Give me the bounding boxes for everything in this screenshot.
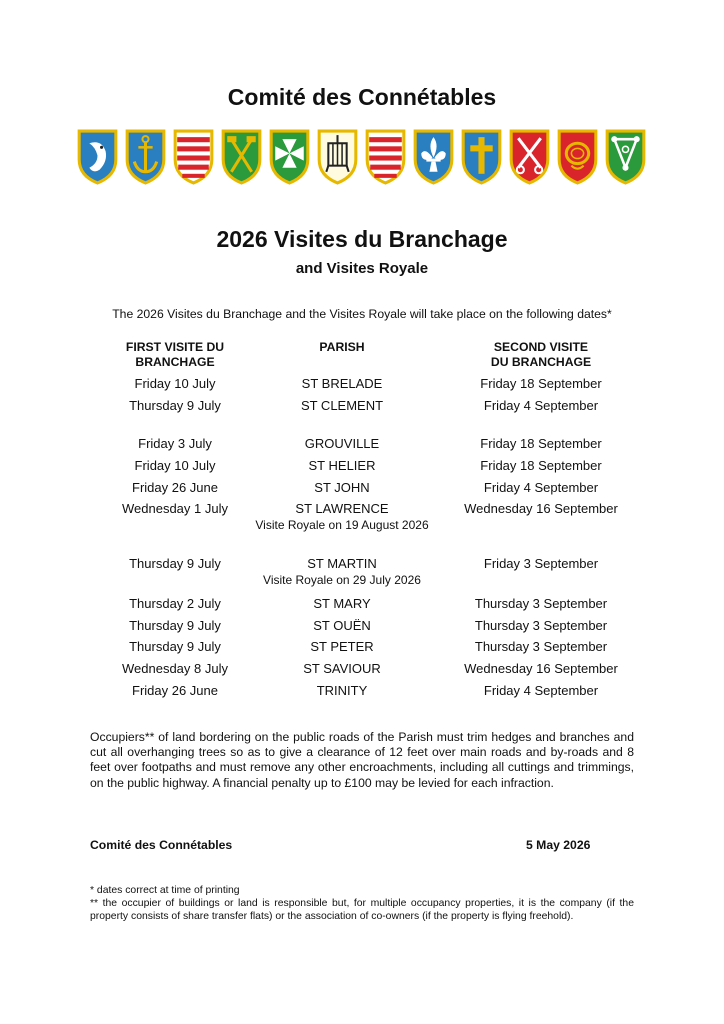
maltese-cross-shield-icon: [269, 129, 310, 185]
column-header-second-visit: [445, 340, 637, 370]
first-visit-date: Friday 26 June: [132, 683, 218, 698]
column-header-parish: [247, 340, 437, 355]
wreath-shield-icon: [557, 129, 598, 185]
first-visit-date: Friday 26 June: [132, 480, 218, 495]
second-visit-date: Friday 3 September: [483, 556, 599, 571]
parish-name: ST CLEMENT: [300, 398, 384, 413]
parish-crests-row: [77, 129, 647, 187]
triangle-shield-icon: [605, 129, 646, 185]
page-title: Comité des Connétables: [227, 84, 497, 110]
footnote-occupier: ** the occupier of buildings or land is responsible but, for multiple occupancy properties, it is the company (if the property consists of share transfer flats) or the association of co-owners (if the property is flying freehold).: [90, 898, 634, 922]
parish-name: TRINITY: [316, 683, 368, 698]
first-visit-date: Thursday 9 July: [129, 556, 221, 571]
second-visit-date: Wednesday 16 September: [464, 661, 618, 676]
crossed-axes-shield-icon: [221, 129, 262, 185]
parish-name: ST HELIER: [308, 458, 376, 473]
first-visit-date: Thursday 9 July: [129, 398, 221, 413]
first-visit-date: Thursday 9 July: [129, 639, 221, 654]
parish-name: ST MARY: [313, 596, 371, 611]
red-white-bars-shield-icon: [365, 129, 406, 185]
header-second-line2: DU BRANCHAGE: [490, 355, 592, 369]
first-visit-date: Wednesday 8 July: [122, 661, 228, 676]
header-first-line1: FIRST VISITE DU: [125, 340, 225, 354]
second-visit-date: Friday 4 September: [483, 683, 599, 698]
footnotes: [90, 884, 634, 923]
first-visit-date: Thursday 9 July: [129, 618, 221, 633]
second-visit-date: Friday 4 September: [483, 398, 599, 413]
anchor-shield-icon: [125, 129, 166, 185]
parish-name: ST BRELADE: [301, 376, 383, 391]
parish-cell: [247, 556, 437, 588]
second-visit-date: Thursday 3 September: [474, 618, 608, 633]
visite-royale-note: Visite Royale on 29 July 2026: [263, 573, 421, 587]
intro-text: The 2026 Visites du Branchage and the Visites Royale will take place on the following dates*: [112, 307, 612, 321]
first-visit-date: Friday 10 July: [134, 458, 216, 473]
second-visit-date: Friday 18 September: [480, 436, 602, 451]
parish-name: ST OUËN: [313, 618, 371, 633]
parish-name: GROUVILLE: [304, 436, 380, 451]
parish-name: ST JOHN: [314, 480, 370, 495]
first-visit-date: Friday 10 July: [134, 376, 216, 391]
second-visit-date: Thursday 3 September: [474, 639, 608, 654]
header-first-line2: BRANCHAGE: [135, 355, 215, 369]
second-visit-date: Friday 18 September: [480, 376, 602, 391]
header-parish: PARISH: [319, 340, 365, 354]
fish-shield-icon: [77, 129, 118, 185]
second-visit-date: Thursday 3 September: [474, 596, 608, 611]
notice-paragraph: Occupiers** of land bordering on the public roads of the Parish must trim hedges and branches and cut all overhanging trees so as to give a clearance of 12 feet over main roads and by-roads and 8 feet over footpaths and must remove any other encroachments, including all cuttings and trimmings, on the public highway. A financial penalty up to £100 may be levied for each infraction.: [90, 730, 634, 790]
gold-cross-shield-icon: [461, 129, 502, 185]
footnote-dates: * dates correct at time of printing: [90, 885, 240, 896]
signature-name: Comité des Connétables: [90, 838, 233, 852]
parish-name: ST LAWRENCE: [295, 501, 389, 516]
header-second-line1: SECOND VISITE: [493, 340, 589, 354]
fleur-de-lis-shield-icon: [413, 129, 454, 185]
gridiron-shield-icon: [317, 129, 358, 185]
crossed-keys-shield-icon: [509, 129, 550, 185]
first-visit-date: Thursday 2 July: [129, 596, 221, 611]
heading-subtitle: and Visites Royale: [295, 260, 429, 277]
parish-name: ST MARTIN: [307, 556, 377, 571]
second-visit-date: Friday 18 September: [480, 458, 602, 473]
second-visit-date: Wednesday 16 September: [464, 501, 618, 516]
second-visit-date: Friday 4 September: [483, 480, 599, 495]
signature-date: 5 May 2026: [526, 838, 591, 852]
parish-name: ST SAVIOUR: [303, 661, 381, 676]
first-visit-date: Wednesday 1 July: [122, 501, 228, 516]
column-header-first-visit: [80, 340, 270, 370]
parish-cell: [247, 501, 437, 533]
first-visit-date: Friday 3 July: [138, 436, 212, 451]
red-white-bars-shield-icon: [173, 129, 214, 185]
parish-name: ST PETER: [310, 639, 374, 654]
heading-title: 2026 Visites du Branchage: [216, 226, 508, 252]
visite-royale-note: Visite Royale on 19 August 2026: [255, 518, 429, 532]
